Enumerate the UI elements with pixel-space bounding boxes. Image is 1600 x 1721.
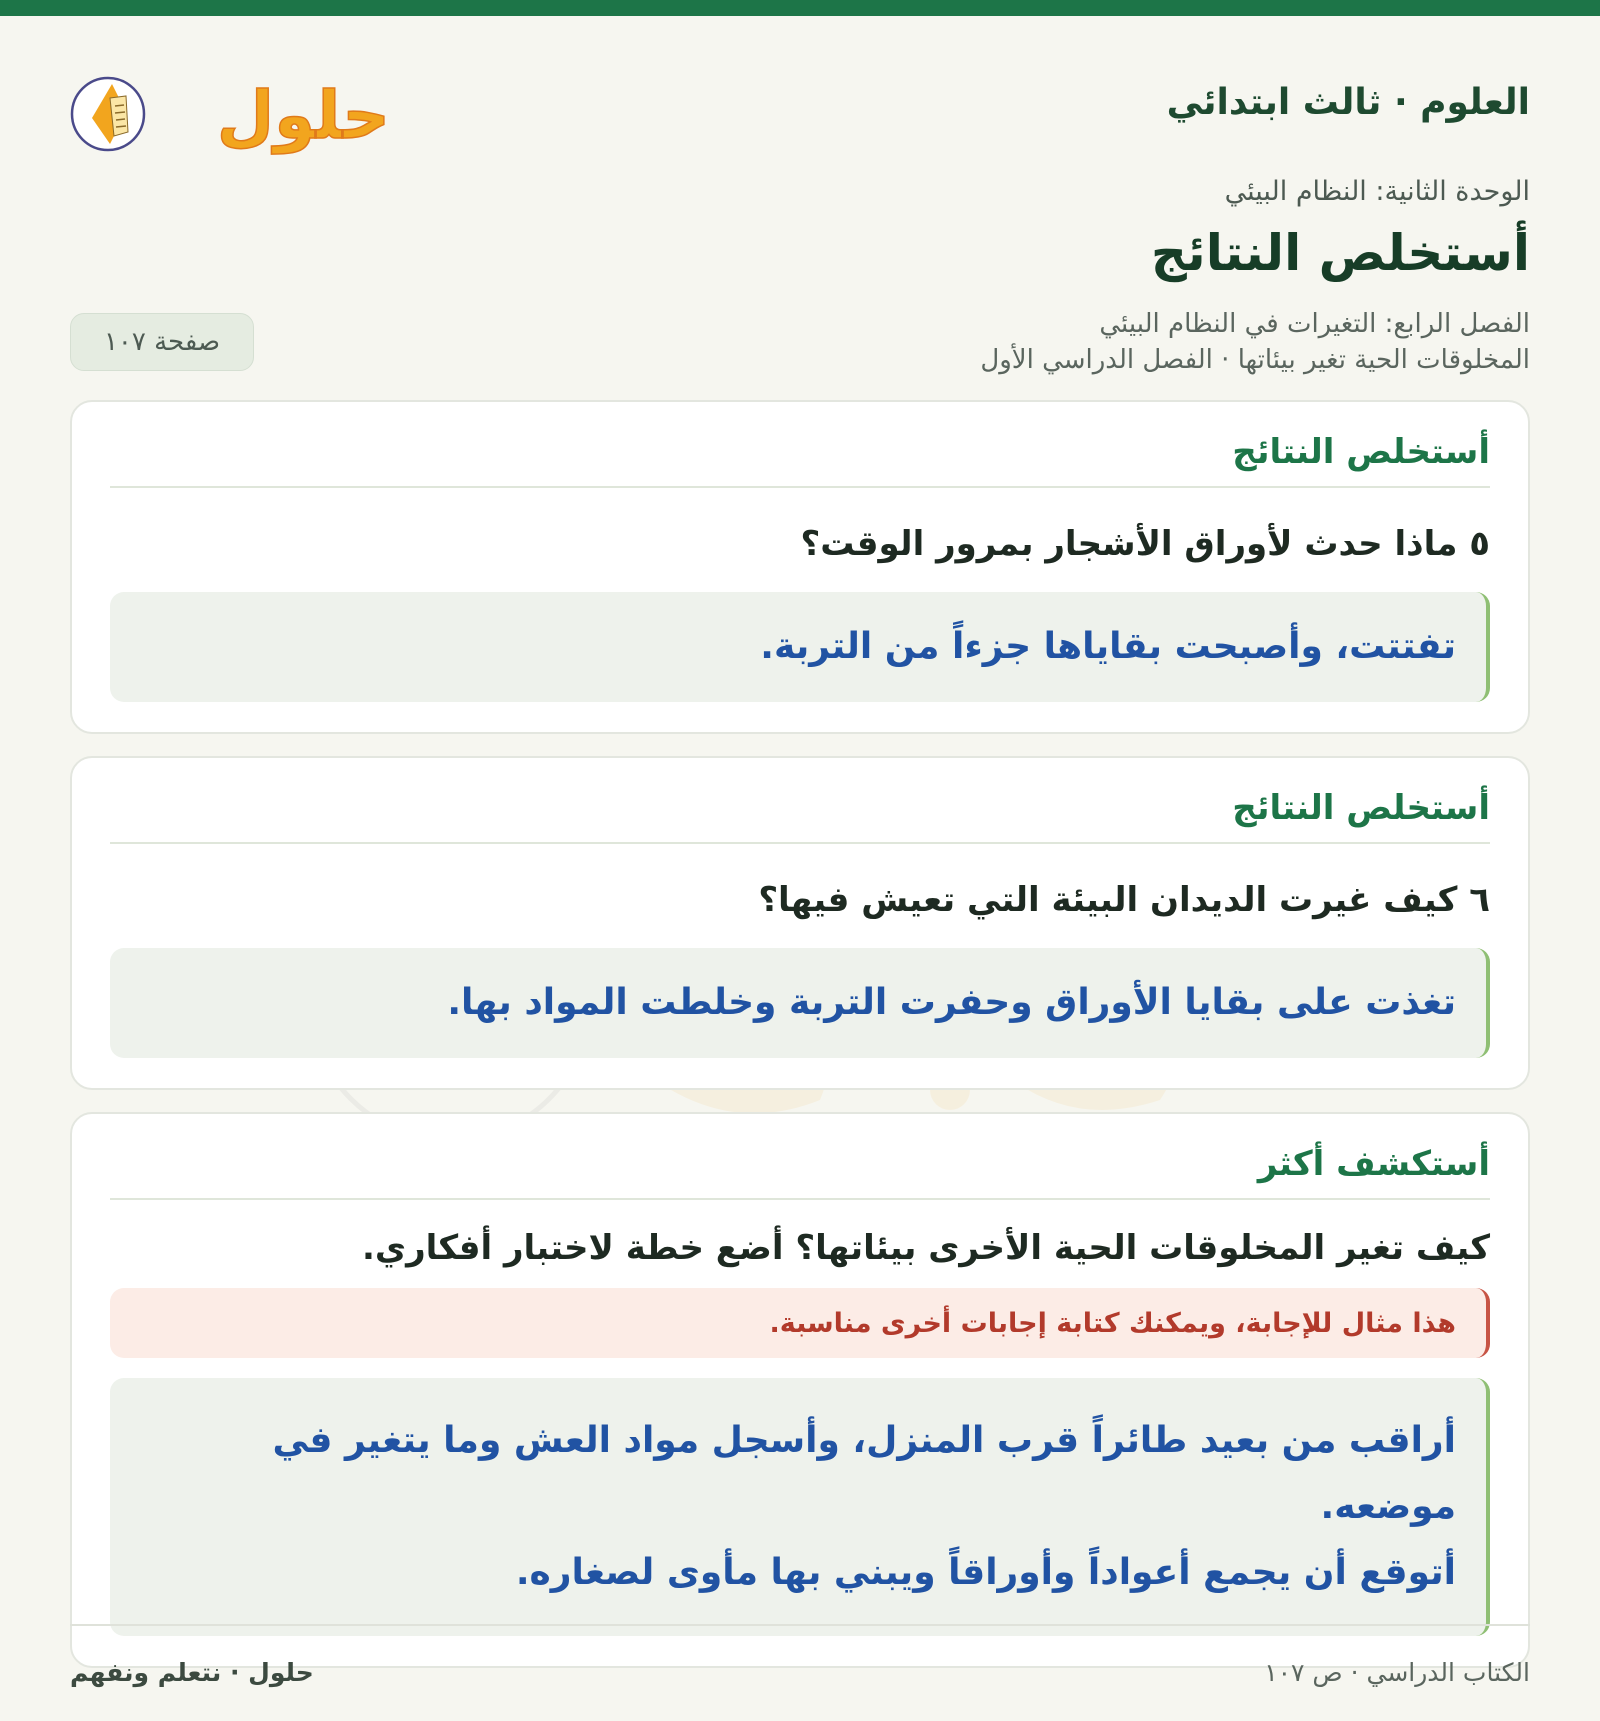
subject-title: العلوم · ثالث ابتدائي	[1166, 82, 1530, 123]
answer-text: تغذت على بقايا الأوراق وحفرت التربة وخلطت المواد بها.	[447, 982, 1456, 1023]
footer-brand: حلول · نتعلم ونفهم	[70, 1658, 314, 1687]
answer-box	[110, 592, 1490, 702]
footer-divider	[70, 1624, 1530, 1626]
chapter-label: الفصل الرابع: التغيرات في النظام البيئي	[1099, 309, 1530, 339]
sample-answer-note	[110, 1288, 1490, 1358]
page-header	[70, 16, 1530, 400]
lesson-title: أستخلص النتائج	[1150, 224, 1530, 282]
answer-box	[110, 948, 1490, 1058]
question-card-6	[70, 756, 1530, 1090]
logo-mark-icon	[70, 46, 390, 166]
explore-more-card	[70, 1112, 1530, 1668]
card-heading: أستكشف أكثر	[110, 1144, 1490, 1200]
answer-text: تفتتت، وأصبحت بقاياها جزءاً من التربة.	[760, 626, 1456, 667]
page-number-badge: صفحة ١٠٧	[70, 313, 254, 371]
answer-line-2: أتوقع أن يجمع أعواداً وأوراقاً ويبني بها مأوى لصغاره.	[515, 1552, 1456, 1593]
unit-label: الوحدة الثانية: النظام البيئي	[1224, 176, 1530, 207]
answer-box	[110, 1378, 1490, 1636]
footer-source: الكتاب الدراسي · ص ١٠٧	[1264, 1658, 1530, 1687]
lesson-meta: المخلوقات الحية تغير بيئاتها · الفصل الدراسي الأول	[980, 345, 1530, 375]
top-accent-bar	[0, 0, 1600, 16]
question-text: ٦ كيف غيرت الديدان البيئة التي تعيش فيها؟	[758, 880, 1490, 920]
question-card-5	[70, 400, 1530, 734]
question-text: ٥ ماذا حدث لأوراق الأشجار بمرور الوقت؟	[800, 524, 1490, 564]
logo-text: حلول	[216, 77, 390, 154]
page-container	[70, 16, 1530, 1721]
card-heading: أستخلص النتائج	[110, 788, 1490, 844]
question-text: كيف تغير المخلوقات الحية الأخرى بيئاتها؟ أضع خطة لاختبار أفكاري.	[362, 1228, 1490, 1268]
note-text: هذا مثال للإجابة، ويمكنك كتابة إجابات أخرى مناسبة.	[769, 1307, 1456, 1339]
answer-line-1: أراقب من بعيد طائراً قرب المنزل، وأسجل مواد العش وما يتغير في موضعه.	[272, 1420, 1456, 1527]
card-heading: أستخلص النتائج	[110, 432, 1490, 488]
chapter-info	[980, 306, 1530, 378]
brand-logo	[70, 46, 390, 166]
